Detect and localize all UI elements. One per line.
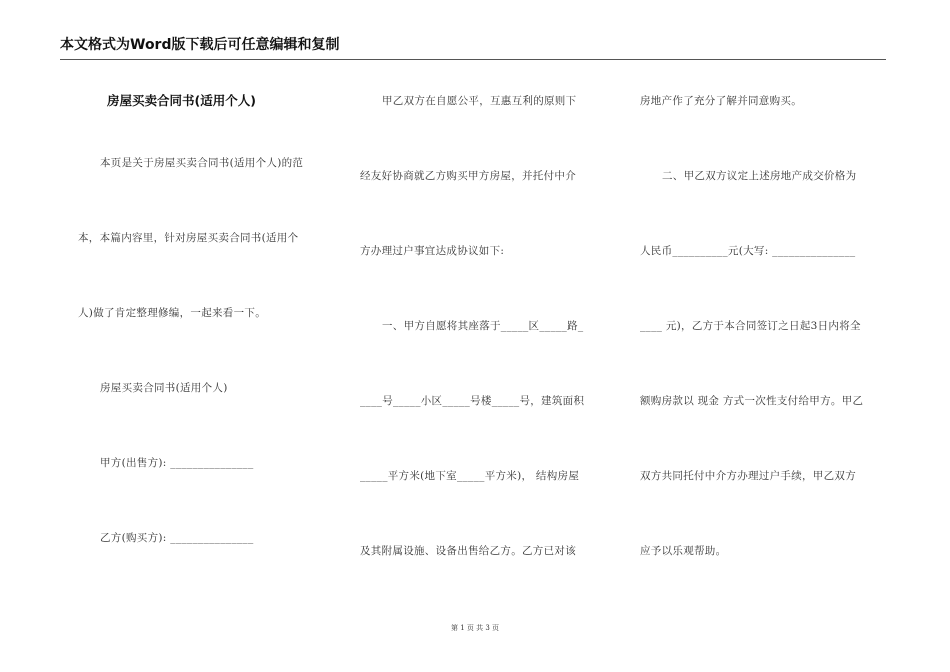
text-line: ____号_____小区_____号楼_____号，建筑面积	[360, 395, 585, 407]
text-line: 房屋买卖合同书(适用个人)	[100, 382, 228, 394]
text-line: 额购房款以 现金 方式一次性支付给甲方。甲乙	[640, 395, 864, 407]
text-line: 一、甲方自愿将其座落于_____区_____路_	[382, 320, 584, 332]
text-line: 本，本篇内容里，针对房屋买卖合同书(适用个	[78, 232, 299, 244]
text-line: 应予以乐观帮助。	[640, 545, 727, 557]
price-line: 人民币__________元(大写: _______________	[640, 245, 856, 257]
text-line: 方办理过户事宜达成协议如下:	[360, 245, 505, 257]
document-title: 房屋买卖合同书(适用个人)	[107, 93, 256, 108]
text-line: 房地产作了充分了解并同意购买。	[640, 95, 802, 107]
text-line: 甲乙双方在自愿公平，互惠互利的原则下	[382, 95, 577, 107]
page-number: 第 1 页 共 3 页	[450, 624, 500, 632]
buyer-field: 乙方(购买方): _______________	[100, 532, 254, 544]
text-line: 经友好协商就乙方购买甲方房屋，并托付中介	[360, 170, 576, 182]
text-line: 人)做了肯定整理修编，一起来看一下。	[78, 307, 266, 319]
text-line: 及其附属设施、设备出售给乙方。乙方已对该	[360, 545, 576, 557]
seller-field: 甲方(出售方): _______________	[100, 457, 254, 469]
text-line: 双方共同托付中介方办理过户手续，甲乙双方	[640, 470, 856, 482]
text-line: 二、甲乙双方议定上述房地产成交价格为	[662, 170, 857, 182]
text-line: _____平方米(地下室_____平方米)， 结构房屋	[360, 470, 580, 482]
text-line: ____ 元)，乙方于本合同签订之日起3日内将全	[640, 320, 861, 332]
text-line: 本页是关于房屋买卖合同书(适用个人)的范	[100, 157, 304, 169]
document-header: 本文格式为Word版下载后可任意编辑和复制	[60, 34, 886, 60]
